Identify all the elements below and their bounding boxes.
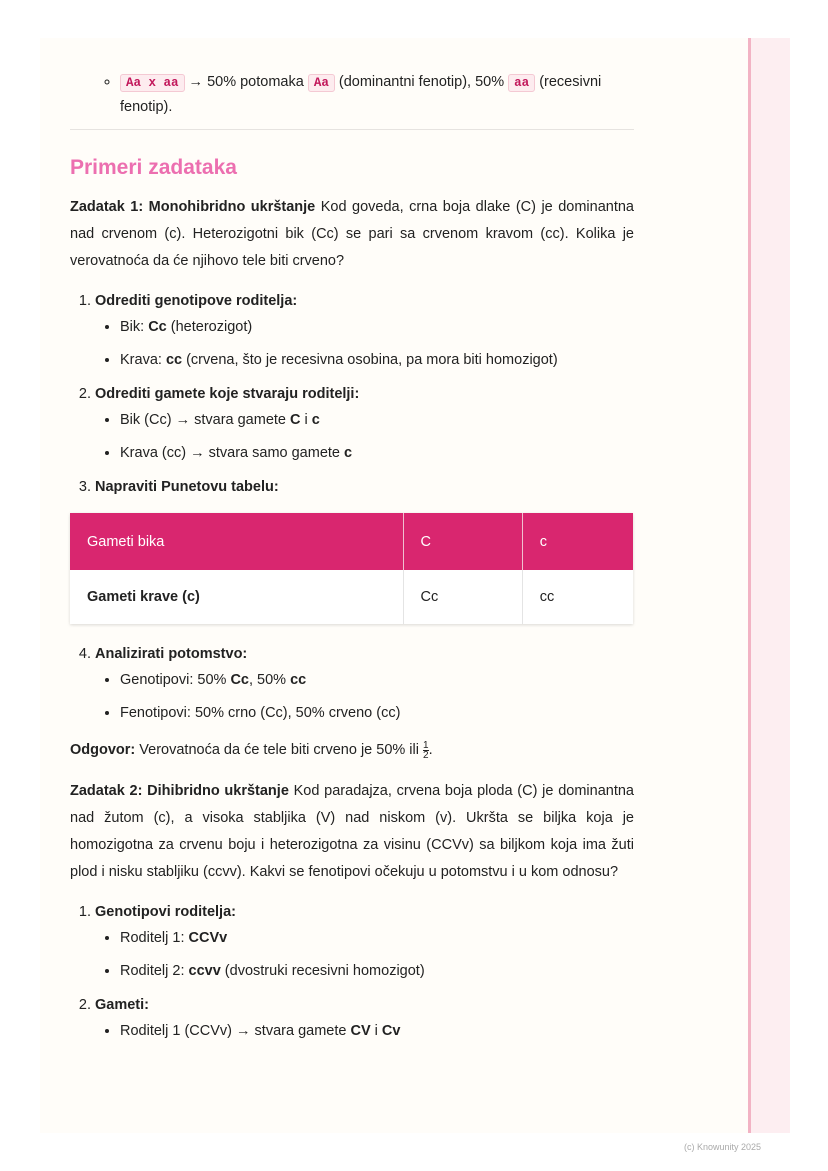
numerator: 1 <box>423 739 429 751</box>
table-header-cell: c <box>522 513 633 570</box>
text: Roditelj 1: <box>120 930 189 946</box>
bullet-item <box>120 668 634 692</box>
text: . <box>428 742 433 758</box>
text: Bik (Cc) → stvara gamete <box>120 412 291 428</box>
bullet-item <box>120 348 634 372</box>
step-item <box>95 642 634 725</box>
text: CCVv <box>188 930 228 946</box>
text: ccvv <box>188 963 221 979</box>
text: (recesivni fenotip). <box>120 74 602 115</box>
step-item <box>87 475 634 624</box>
step-item <box>95 382 634 465</box>
bullet-item <box>120 408 634 432</box>
bullet-item <box>120 315 634 339</box>
text: Roditelj 2: <box>120 963 189 979</box>
table-row <box>70 570 633 624</box>
table-cell: Cc <box>403 570 522 624</box>
text: CV <box>350 1023 371 1039</box>
task1-paragraph <box>70 194 634 275</box>
text: , 50% <box>248 672 291 688</box>
text: → 50% potomaka <box>184 74 308 90</box>
section-heading: Primeri zadataka <box>70 156 237 179</box>
text: (dvostruki recesivni homozigot) <box>220 963 425 979</box>
text: (heterozigot) <box>166 319 253 335</box>
step-title: Genotipovi roditelja: <box>95 904 236 920</box>
task2-paragraph <box>70 778 634 886</box>
task-text: Kod paradajza, crvena boja ploda (C) je dominantna nad žutom (c), a visoka stabljika (V) nad niskom (v). Ukršta se biljka koja je homozigotna za crvenu boju i heterozigotna za visinu (CCVv) sa biljkom koja ima žuti plod i nisku stabljiku (ccvv). Kakvi se fenotipovi očekuju u potomstvu i u kom odnosu? <box>70 783 634 880</box>
answer <box>70 737 634 764</box>
table-cell: Gameti krave (c) <box>70 570 403 624</box>
step-bullets <box>95 315 634 372</box>
step-title: Analizirati potomstvo: <box>95 646 248 662</box>
content <box>70 70 634 1055</box>
side-strip <box>748 38 790 1133</box>
table-header-cell: Gameti bika <box>70 513 403 570</box>
text: (crvena, što je recesivna osobina, pa mora biti homozigot) <box>182 352 558 368</box>
text: i <box>300 412 312 428</box>
bullet-item <box>120 959 634 983</box>
task-text: Kod goveda, crna boja dlake (C) je dominantna nad crvenom (c). Heterozigotni bik (Cc) se pari sa crvenom kravom (cc). Kolika je verovatnoća da će njihovo tele biti crveno? <box>70 199 634 269</box>
text: Bik: <box>120 319 149 335</box>
step-title: Odrediti genotipove roditelja: <box>95 293 298 309</box>
divider <box>70 129 634 130</box>
text: Cc <box>148 319 167 335</box>
text: Cv <box>381 1023 401 1039</box>
denominator: 2 <box>423 749 429 761</box>
text: Cc <box>230 672 249 688</box>
step-item <box>95 289 634 372</box>
document-page <box>40 38 790 1152</box>
text: (dominantni fenotip), 50% <box>334 74 509 90</box>
bullet-item <box>120 441 634 465</box>
task-title: Zadatak 2: Dihibridno ukrštanje <box>70 783 289 799</box>
answer-label: Odgovor: <box>70 742 136 758</box>
bullet-item <box>120 1019 634 1043</box>
step-bullets <box>95 668 634 725</box>
list-item <box>120 70 634 119</box>
text: c <box>344 445 353 461</box>
text: Krava (cc) → stvara samo gamete <box>120 445 345 461</box>
code-inline: Aa x aa <box>120 74 185 92</box>
step-bullets <box>95 1019 634 1043</box>
table-header-cell: C <box>403 513 522 570</box>
step-title: Napraviti Punetovu tabelu: <box>95 479 279 495</box>
task-title: Zadatak 1: Monohibridno ukrštanje <box>70 199 316 215</box>
bullet-item <box>120 926 634 950</box>
code-inline: Aa <box>308 74 335 92</box>
code-inline: aa <box>508 74 535 92</box>
text: cc <box>290 672 307 688</box>
step-bullets <box>95 408 634 465</box>
step-title: Gameti: <box>95 997 149 1013</box>
text: C <box>290 412 301 428</box>
text: cc <box>165 352 183 368</box>
text: Krava: <box>120 352 166 368</box>
step-title: Odrediti gamete koje stvaraju roditelji: <box>95 386 360 402</box>
text: Genotipovi: 50% <box>120 672 231 688</box>
answer-text: Verovatnoća da će tele biti crveno je 50% ili <box>135 742 423 758</box>
table-cell: cc <box>539 589 555 605</box>
bullet-item <box>120 701 634 725</box>
copyright-footer: (c) Knowunity 2025 <box>684 1142 762 1152</box>
sub-list <box>70 70 634 119</box>
step-item <box>95 993 634 1043</box>
task1-steps <box>70 289 634 725</box>
task2-steps <box>70 900 634 1043</box>
step-bullets <box>95 926 634 983</box>
text: Fenotipovi: 50% crno (Cc), 50% crveno (cc) <box>120 705 401 721</box>
table-header-row <box>70 513 633 570</box>
step-item <box>95 900 634 983</box>
text: c <box>311 412 320 428</box>
punnett-table <box>70 513 633 624</box>
text: i <box>370 1023 382 1039</box>
text: Roditelj 1 (CCVv) → stvara gamete <box>120 1023 351 1039</box>
